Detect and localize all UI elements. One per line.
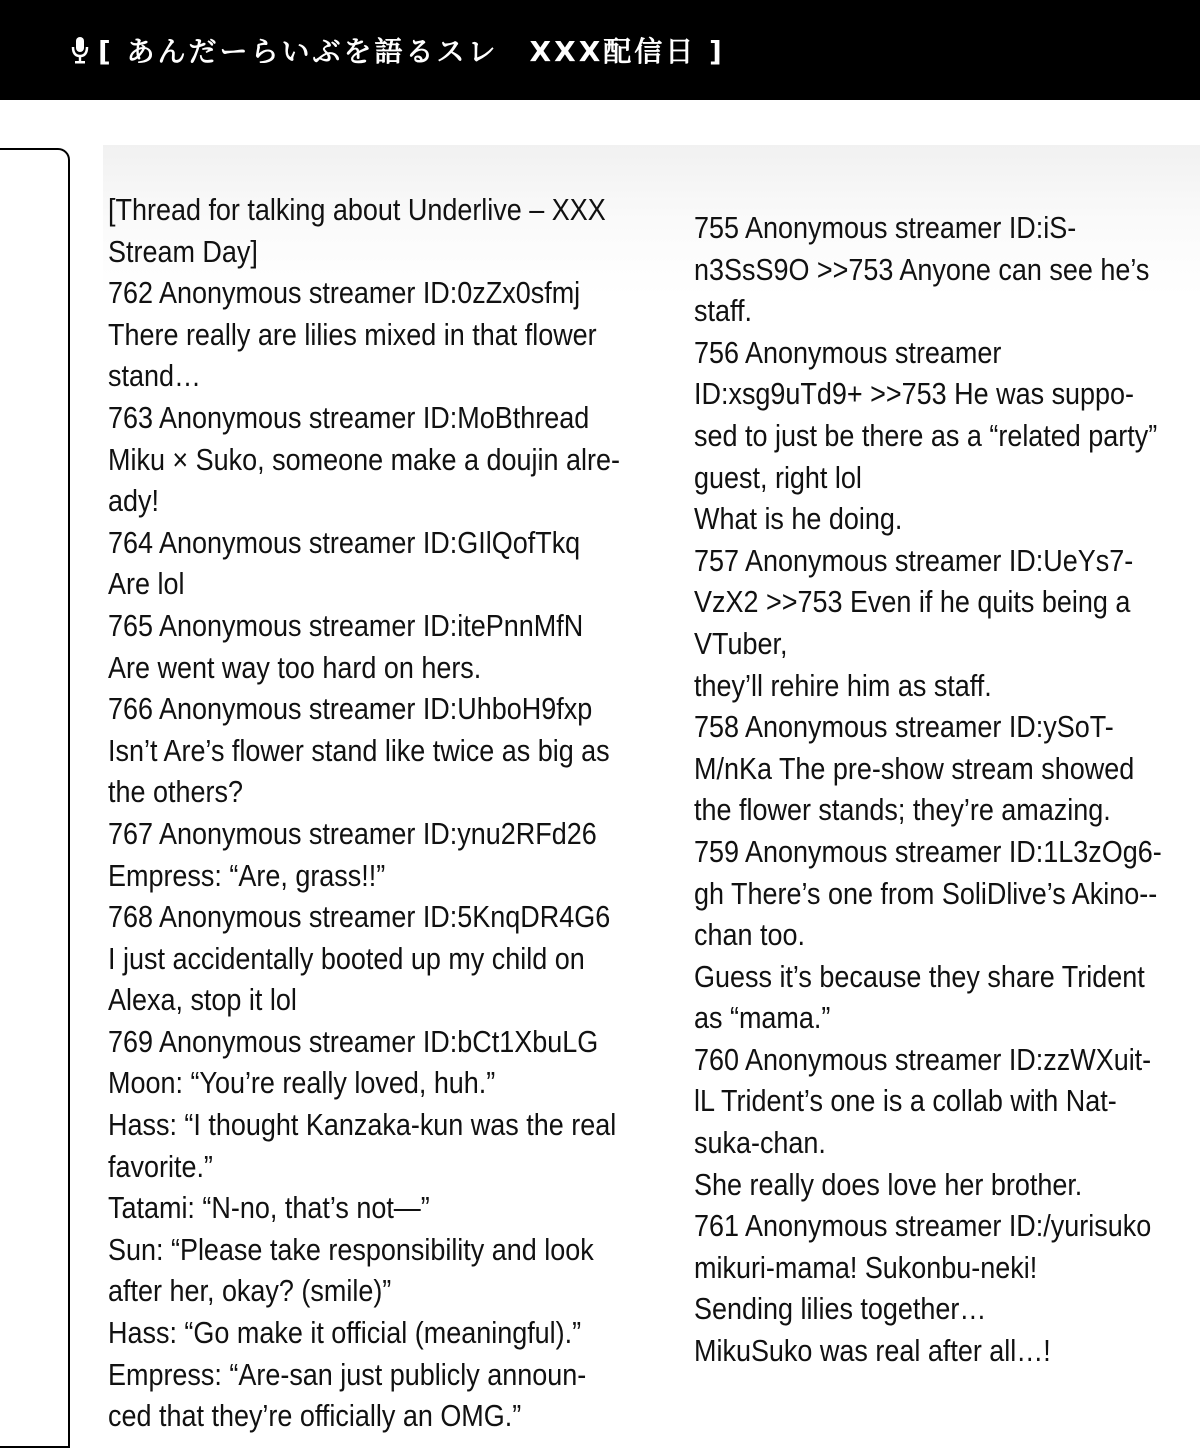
post-line: Sending lilies together…	[694, 1291, 987, 1327]
post-line: 758 Anonymous streamer ID:ySoT-	[694, 709, 1114, 745]
post-line: the flower stands; they’re amazing.	[694, 792, 1111, 828]
microphone-icon	[70, 35, 90, 65]
post-line: 759 Anonymous streamer ID:1L3zOg6-	[694, 833, 1162, 869]
post-line: Are went way too hard on hers.	[108, 649, 482, 685]
post-line: M/nKa The pre-show stream showed	[694, 750, 1135, 786]
post-line: 756 Anonymous streamer	[694, 334, 1002, 370]
post-line: Alexa, stop it lol	[108, 982, 297, 1018]
post-line: I just accidentally booted up my child on	[108, 940, 585, 976]
post-line: She really does love her brother.	[694, 1166, 1083, 1202]
thread-title: [ あんだーらいぶを語るスレ XXX配信日 ]	[98, 35, 725, 68]
post-line: Empress: “Are-san just publicly announ-	[108, 1356, 587, 1392]
post-line: guest, right lol	[694, 459, 862, 495]
post-line: Guess it’s because they share Trident	[694, 958, 1145, 994]
post-line: sed to just be there as a “related party”	[694, 417, 1158, 453]
post-line: What is he doing.	[694, 501, 903, 537]
thread-posts-left-column	[108, 189, 647, 1437]
post-line: Sun: “Please take responsibility and look	[108, 1231, 594, 1267]
post-line: 757 Anonymous streamer ID:UeYs7-	[694, 542, 1134, 578]
post-line: 766 Anonymous streamer ID:UhboH9fxp	[108, 691, 593, 727]
post-line: Miku × Suko, someone make a doujin alre-	[108, 441, 620, 477]
post-line: VTuber,	[694, 625, 788, 661]
post-line: mikuri-mama! Sukonbu-neki!	[694, 1249, 1038, 1285]
post-line: 768 Anonymous streamer ID:5KnqDR4G6	[108, 899, 611, 935]
post-line: ady!	[108, 483, 159, 519]
post-line: chan too.	[694, 917, 805, 953]
post-line: lL Trident’s one is a collab with Nat-	[694, 1083, 1117, 1119]
post-line: VzX2 >>753 Even if he quits being a	[694, 584, 1131, 620]
thread-posts-right-column	[694, 207, 1199, 1372]
post-line: 764 Anonymous streamer ID:GIlQofTkq	[108, 524, 581, 560]
post-line: 762 Anonymous streamer ID:0zZx0sfmj	[108, 275, 581, 311]
post-line: as “mama.”	[694, 1000, 831, 1036]
post-line: Empress: “Are, grass!!”	[108, 857, 386, 893]
post-line: ID:xsg9uTd9+ >>753 He was suppo-	[694, 376, 1135, 412]
post-line: Stream Day]	[108, 233, 258, 269]
post-line: 767 Anonymous streamer ID:ynu2RFd26	[108, 815, 597, 851]
post-line: Hass: “I thought Kanzaka-kun was the real	[108, 1107, 617, 1143]
post-line: staff.	[694, 293, 752, 329]
post-line: [Thread for talking about Underlive – XXX	[108, 192, 606, 227]
post-line: Are lol	[108, 566, 185, 602]
post-line: the others?	[108, 774, 243, 810]
post-line: 765 Anonymous streamer ID:itePnnMfN	[108, 607, 584, 643]
post-line: Tatami: “N-no, that’s not—”	[108, 1190, 430, 1226]
post-line: after her, okay? (smile)”	[108, 1273, 392, 1309]
post-line: 763 Anonymous streamer ID:MoBthread	[108, 399, 590, 435]
manga-panel-border	[0, 148, 70, 1448]
post-line: gh There’s one from SoliDlive’s Akino--	[694, 875, 1158, 911]
post-line: Moon: “You’re really loved, huh.”	[108, 1065, 496, 1101]
post-line: 769 Anonymous streamer ID:bCt1XbuLG	[108, 1023, 599, 1059]
post-line: 760 Anonymous streamer ID:zzWXuit-	[694, 1041, 1152, 1077]
post-line: ced that they’re officially an OMG.”	[108, 1398, 522, 1434]
post-line: n3SsS9O >>753 Anyone can see he’s	[694, 251, 1150, 287]
post-line: they’ll rehire him as staff.	[694, 667, 992, 703]
post-line: stand…	[108, 358, 201, 394]
post-line: favorite.”	[108, 1148, 213, 1184]
post-line: 761 Anonymous streamer ID:/yurisuko	[694, 1208, 1152, 1244]
thread-header-bar	[0, 0, 1200, 100]
post-line: MikuSuko was real after all…!	[694, 1333, 1051, 1369]
post-line: suka-chan.	[694, 1125, 826, 1161]
post-line: 755 Anonymous streamer ID:iS-	[694, 210, 1077, 245]
post-line: Hass: “Go make it official (meaningful).”	[108, 1315, 582, 1351]
post-line: Isn’t Are’s flower stand like twice as big as	[108, 732, 610, 768]
post-line: There really are lilies mixed in that flower	[108, 316, 597, 352]
